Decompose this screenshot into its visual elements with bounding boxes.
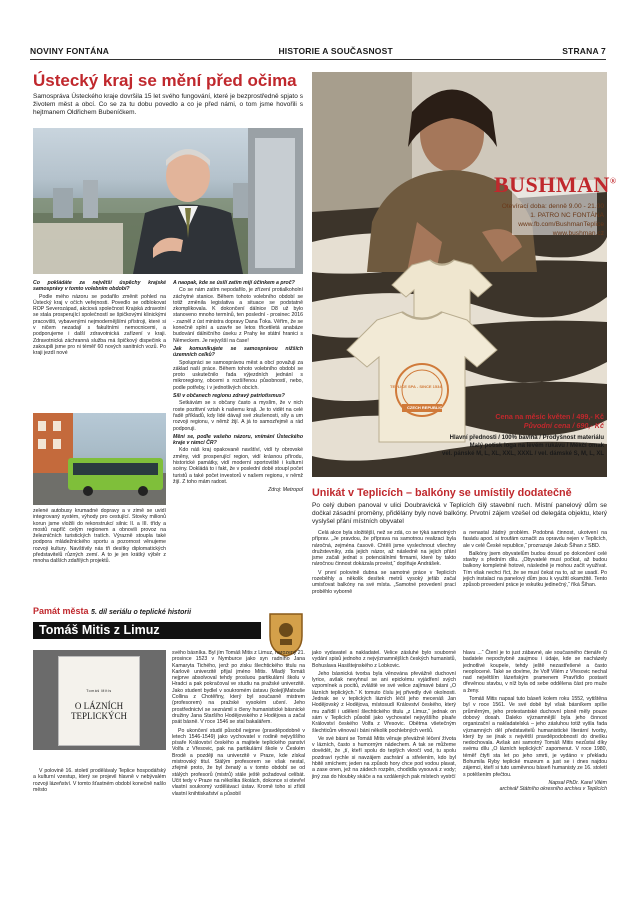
sale-price: Cena na měsíc květen / 499,- Kč <box>495 412 604 421</box>
registered-mark: ® <box>609 176 617 186</box>
article2-para-3: a nenastal žádný problém. Podobná činnost, ukotvení na fasádu apod. si troufám označit za opravdu nejen v Teplicích, ale v celé České republice,“ prozrazuje Jakub Šíhan z SBD. <box>463 530 607 549</box>
page-number: STRANA 7 <box>562 46 606 56</box>
brand-name: BUSHMAN <box>494 172 610 197</box>
author-role: archivář Státního okresního archivu v Teplicích <box>499 786 607 793</box>
history-para-3: jako vydavatel a nakladatel. Velice zásluhé bylo souborné vydání spisů jednoho z nejvýznamnějších českých humanistů, Bohuslava Hasištejnského z Lobkovic. <box>312 650 456 669</box>
history-para-7: Tomáš Mitis napsal tuto báseň kolem roku 1552, vytištěna byl v roce 1561. Ve své době byl však básníkem spíše průměrným, jeho protestantské duchovní písně měly pouze dobový dosah. Daleko významnější byla jeho činnost organizační a nakladatelská – jeho zásluhou totiž vyšla řada významných děl představitelů humanistické literární tvorby, který by se jinak s největší pravděpodobností do dnešku nedochovala. Avšak ani samotný Tomáš Mitis nezůstal díky svému dílu „O lázních teplických“ zapomenut. V roce 1980, téměř čtyři sta let po jeho smrti, je vydáno v překladu Bohumila Ryby teplické muzeum a just se i dnes najdou zájemci, kteří si tuto usměvnou báseň humanisty ze 16. století s potěšením přečtou. <box>463 696 607 778</box>
history-para-5: Ve své básni se Tomáš Mitis věnuje převážně léčení žívota v lázních, často s humorným nádechem. A tak se můžeme dovědět, že „tí, kteří spolu do teplých vkročí vod, tu spolu pozdraví rychle si navzájem zachrání a střelením, kdo byl hbitě smíchem; jeden na způsob hory chce pod vodou plavat, a zase onen, jež na zádech rozpěn, chodidla vysouvá z vody; jiný zas do hloubky skáče a na vzdálených pak místech vystrčí <box>312 735 456 780</box>
governor-photo-drawing <box>33 128 303 274</box>
product-features <box>352 434 604 458</box>
series-name: Památ města <box>33 606 89 616</box>
store-floor: 1. PATRO NC FONTÁNA <box>530 212 604 219</box>
article2-lead: Po celý duben panoval v ulici Doubravická v Teplicích čilý stavební ruch. Místní panelový dům se dočkal zásadní proměny, přidělány byly nové balkóny. Prvotní zájem vzešel od delegáta objektu, který vyslyšel přání místních obyvatel <box>312 502 607 525</box>
bus-photo <box>33 413 166 505</box>
question-5: Měni se, podle vašeho názoru, vnímání Ústeckého kraje v rámci ČR? <box>173 433 303 447</box>
history-col-2 <box>312 650 456 782</box>
book-cover <box>58 656 140 746</box>
history-series <box>33 606 303 618</box>
article2-para-4: Balkóny jsem obyvatelům budou dosud po dokončení celé stavby s předním dílu. „Obyvatelé musí počkat, až budou balkony kompletně hotové, následně je mohou začít využívat. Tím však nechci říct, že se musí čekat na to, až se usadí. Po jejich instalaci na panelový dům jsou k využití okamžitě. Tento způsob provedení práce je vskutku jedinečný,“ říká Šíhan. <box>463 550 607 589</box>
history-para-1: svého básníka. Byl jím Tomáš Mitis z Limuz, narozený 21. prosince 1523 v Nymburce jako syn radního Jana Kamaryta Tichého, jenž po zisku šlechtického titulu na Karlově univerzitě přijal jméno Mitis. Mladý Tomáš nejprve absolvoval tehdy prosluou partikulární školu v Hradci a pak pokračoval ve studiu na pražské univerzitě. Jako student bydlel v soukromém ústavu (koleji)Matouše Collina z Chotěřiny, který byl současně mistrem (profesorem) na pražské vysokém učení. Jeho prostřednictví se seznámil s členy humanistické básnické družiny Jana Staršího Hodějovského z Hodějova a začal psát básně. V roce 1546 se stal bakalářem. <box>172 650 305 726</box>
answer-3: Spolupráci se samosprávou měst a obcí považuji za základ naší práce. Během tohoto volebního období se proto uskutečnilo řada výjezdních jednání s mikroregiony, obcemi s rozšířenou působností, nebo, podle potřeby, i v jednotlivých obcích. <box>173 359 303 391</box>
governor-photo <box>33 128 303 274</box>
interview-source: Zdroj: Metropol <box>268 487 303 494</box>
interview-col-2 <box>173 278 303 494</box>
answer-1: Podle mého názoru se podařilo změnit pohled na Ústecký kraj v očích veřejnosti. Povedlo se odblokovat ROP Severozápad, akciová společnost Krajská zdravotní se stala prosperující společností se špičkovými klinickými pracovišti, vybavenými nejmodernějšími přístroji, které si v ničem nezadají s fakultními nemocnicemi, a podporujeme i další zdravotnická zařízení v kraji. Zdravotnická záchranná služba má špičkový dispečink a zakoupili jsme pro ni téměř 60 nových sanitních vozů. Po kraji jezdí nové <box>33 293 166 357</box>
answer-1-cont: zelené autobusy krumadné dopravy a v zimě se uvidí integrovaný systém, výhody pro cestující. Stovky milionů korun jsme vložili do rekonstrukcí silnic II. a III. třídy a mostů napříč celým regionem a obnovili provoz na železničních turistických tratích. Výrazně stoupla také podpora mládežnického sportu a pozornost věnujeme rozvoji kultury. Navštívily nás tři desítky diplomatických představitelů různých zemí. A to je jen krátký výběr z mnoha dalších zdařilých projektů. <box>33 508 166 565</box>
bushman-logo <box>494 172 616 198</box>
book-title: O LÁZNÍCH TEPLICKÝCH <box>71 701 127 721</box>
article2-col-1 <box>312 530 456 597</box>
interview-lead: Samospráva Ústeckého kraje dovršila 15 let svého fungování, které je bezprostředně spjato s životem měst a obcí. Co se za tu dobu povedlo a co je před námi, o tom jsme hovořili s hejtmanem Oldřichem Bubeníčkem. <box>33 93 303 116</box>
article2-title: Unikát v Teplicích – balkóny se umístily dodatečně <box>312 487 572 499</box>
book-cover-image <box>33 650 166 750</box>
question-4: Síli v občanech regionu zdravý patriotismus? <box>173 393 285 400</box>
page-header <box>30 46 606 60</box>
article2-col-2 <box>463 530 607 591</box>
shirt-print-text: TEPLICE SPA - SINCE 1534 <box>390 384 442 389</box>
feature-line-2: Malý potisk loga na levém rukávu / Měkčí omak <box>469 443 604 449</box>
answer-5: Kdo náš kraj opakovaně navštíví, vidí ty obrovské změny, vidí prosperující region, vidí krásnou přírodu, historické památky, vidí moderní sportoviště i kulturní scény. Dokládá to i fakt, že v poslední době stoupl počet turistů a také počet investorů v našem regionu, v němž žijí. Z toho mám radost. <box>173 447 303 485</box>
history-col-3 <box>463 650 607 793</box>
question-1: Co pokládáte za největší úspěchy krajské samosprávy v tomto volebním období? <box>33 280 166 293</box>
section-name: HISTORIE A SOUČASNOST <box>278 46 393 56</box>
bushman-ad <box>312 72 617 477</box>
book-author: Tomáš Mitis <box>86 689 112 693</box>
article2-para-1: Celá akce byla složitější, než se zdá, co se týká samotných příprav. „Je pravdou, že příprava na samotnou realizaci byla náročná, zejména časově. Chtěli jsme vyslechnout všechny družstevníky, zda jejich názor, až následně na jejich přání jsme začali jednat s potenciálními firmami, které by takto náročnou činnost dokázala provést,“ doplňuje Andrášek. <box>312 530 456 568</box>
interview-col-1 <box>33 278 166 359</box>
answer-4: Setkávám se s občany často a myslím, že v nich roste pozitivní vztah k našemu kraji. Je to vidět na celé řadě příkladů, kdy lidé dávají své zkušenosti, síly a um rozvoji regionu, v němž žijí. A já to samozřejmě a rád podporuji. <box>173 400 303 432</box>
history-col-1 <box>172 650 305 799</box>
opening-hours: Otevírací doba: denně 9.00 - 21.00 <box>501 203 604 210</box>
store-info <box>494 202 604 238</box>
history-para-0: V polovině 16. století prodělávaly Teplice hospodářský a kulturní vzestup, který se projevil hlavně v nebývalém rozvoji lázeňství. V tomto šťastném období konečně našlo město <box>33 768 166 793</box>
question-2: A naopak, kde se úsilí zatím mijí účinkem a proč? <box>173 280 295 286</box>
history-para-4: Jeho básnická tvorba byla věnována převážně duchovní lyrice, avšak nevyhnul se ani epickému vyjádření svých vzpomínek a pocitů, zvláště ve své velice zajímavé básni „O lázních teplických.“ K tomuto číslu jej přivedly dvě okolnosti. Jednak se v teplických lázních léčil jeho mecenáš Jan Hodějovský z Hodějova, místosudí Království českého, který mu zařídil i udělení šlechtického titulu „z Limuz,“ jednak on sám v Teplicích působil jako vychovatel nejvyššího písaře Království českého Volfa z Vřesovic. Obětma všetečným šlechticům věnoval i báni několik pochlebných veršů. <box>312 670 456 734</box>
author-name: Napsal PhDr. Karel Vilém <box>548 779 607 786</box>
original-price: Původní cena / 690,- Kč <box>523 421 604 430</box>
history-title-bar: Tomáš Mitis z Limuz <box>33 622 261 639</box>
price-block <box>430 412 604 430</box>
series-subtitle: 5. díl seriálu o teplické historii <box>91 609 192 616</box>
feature-line-3: vel. pánské M, L, XL, XXL, XXXL / vel. dámské S, M, L, XL <box>442 451 604 457</box>
interview-title: Ústecký kraj se mění před očima <box>33 71 297 90</box>
history-para-2: Po ukončení studií působil nejprve (pravděpodobně v letech 1546-1549) jako vychovatel v rodině nejvyššího písaře Království českého a majitele teplického panství Volfa z Vřesovic, pak na partikulární škole v Českém Brodě a později na univerzitě v Praze, kde získal mistrovský titul. Stálým profesorem se však nestal, zřejmě proto, že byl ženatý a v tomto období se od stálých profesorů (mistrů) stále ještě požadoval celibát. Učit tedy v Praze na několika školách, dokonce si otevřel vlastní soukromý vzdělávací ústav. Kromě toho si zřídil vlastní knihtiskařství a působil <box>172 727 305 797</box>
history-para-6: hlavu ...“ Čtení je to just zábavné, ale současného čtenáře či badatele nepochybně zaujmou i údaje, kde se nacházely jednotlivé koupele, tehdy ještě nezastřešené a často neoplocené. Také se dovíme, že Volf Vilém z Vřesovic nechal nad největším lázeňským pramenem Pravřídlo postavit dřevěnou stavbu, v níž byla od sebe oddělena část pro muže a ženy. <box>463 650 607 694</box>
feature-line-1: Hlavní přednosti / 100% bavlna / Prodyšnost materiálu <box>449 435 604 441</box>
newspaper-name: NOVINY FONTÁNA <box>30 46 110 56</box>
question-3: Jak komunikujete se samosprávou nižších územních celků? <box>173 345 303 359</box>
article2-para-2: V první polovině dubna se samotné práce v Teplicích rozeběhly a několik desítek metrů vysoký jeřáb začal umisťovat balkóny na své místa. „Samotné provedení prací proběhlo vyborně <box>312 569 456 595</box>
shirt-print-sub: CZECH REPUBLIC <box>407 405 443 410</box>
website-link[interactable]: www.bushman.cz <box>552 230 604 237</box>
answer-2: Co se nám zatím nepodařilo, je zřízení protialkoholní záchytné stanice. Během tohoto volebního období se totiž změnila legislativa a situace se podstatně zkomplikovala. K dokončení dálnice D8 už bylo stanoveno mnoho termínů, ten poslední - prosinec 2016 - zazněl z úst ministra dopravy Dana Ťoka. Věřím, že se konečně splní a uzavře se letos třicetiletá anabáze budování dálničního úseku z Prahy ke státní hranici s Německem. Je nejvyšší na čase! <box>173 287 303 344</box>
facebook-link[interactable]: www.fb.com/BushmanTeplice <box>518 221 604 228</box>
bus-photo-drawing <box>33 413 166 505</box>
interview-col-1-cont <box>33 508 166 567</box>
history-col-0 <box>33 768 166 795</box>
